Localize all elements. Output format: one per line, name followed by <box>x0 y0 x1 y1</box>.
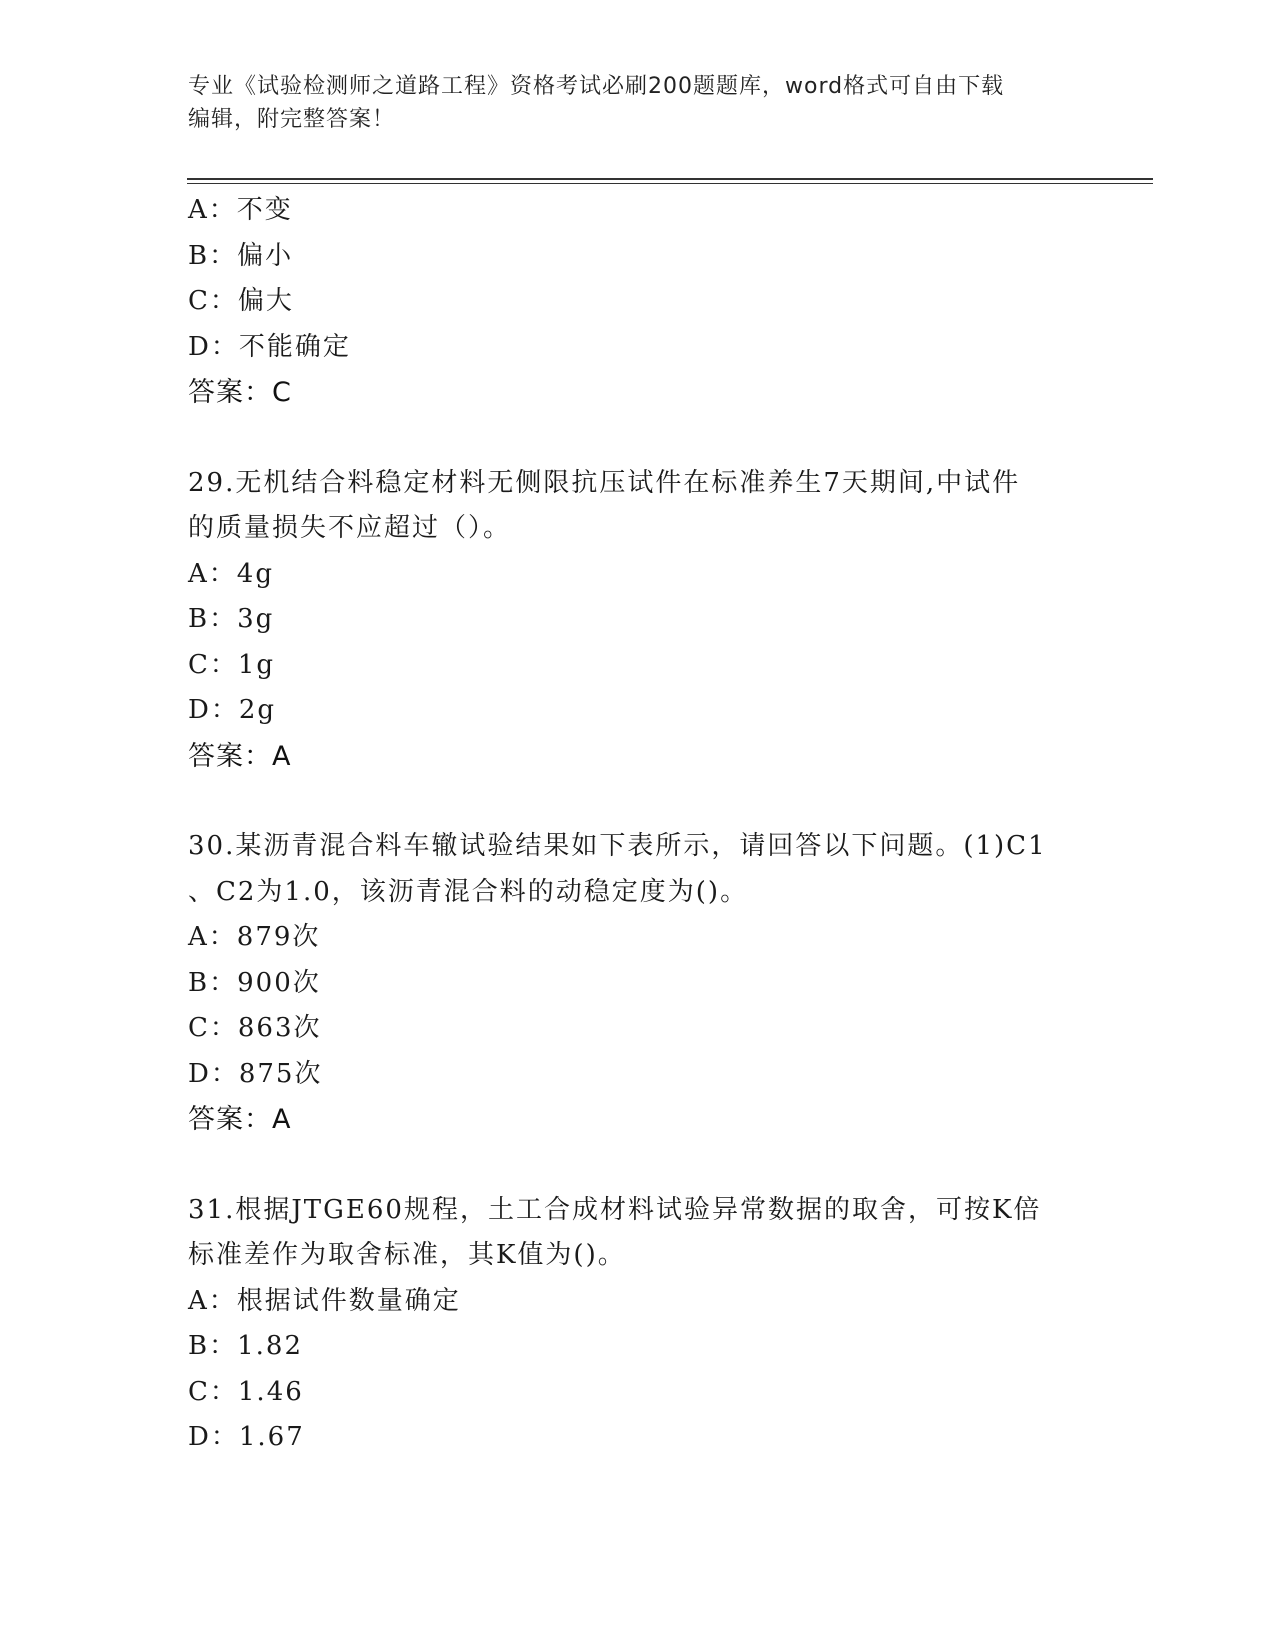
document-body <box>188 188 1088 1461</box>
option-b: B：1.82 <box>188 1331 303 1361</box>
question-28-tail <box>188 188 1088 416</box>
option-a: A：不变 <box>188 195 293 225</box>
option-d: D：不能确定 <box>188 331 351 362</box>
option-b: B：900次 <box>188 967 321 998</box>
option-c: C：偏大 <box>188 286 294 316</box>
question-31 <box>188 1188 1088 1461</box>
page-header <box>188 70 1068 136</box>
header-line-2: 编辑，附完整答案！ <box>188 107 396 132</box>
option-d: D：2g <box>188 695 277 725</box>
option-b: B：偏小 <box>188 240 294 271</box>
question-text-line-2: 的质量损失不应超过（）。 <box>188 513 512 543</box>
answer-line: 答案：A <box>188 740 292 772</box>
question-text-line-1: 29.无机结合料稳定材料无侧限抗压试件在标准养生7天期间,中试件 <box>188 467 1021 498</box>
question-text-line-2: 、C2为1.0，该沥青混合料的动稳定度为()。 <box>188 876 749 907</box>
question-30 <box>188 824 1088 1143</box>
header-divider-thick <box>187 178 1153 180</box>
answer-line: 答案：C <box>188 377 292 408</box>
question-text-line-1: 30.某沥青混合料车辙试验结果如下表所示，请回答以下问题。(1)C1 <box>188 831 1047 861</box>
header-divider-thin <box>187 183 1153 184</box>
option-c: C：863次 <box>188 1013 322 1043</box>
option-d: D：1.67 <box>188 1422 305 1452</box>
option-c: C：1g <box>188 649 276 680</box>
option-a: A：根据试件数量确定 <box>188 1285 461 1316</box>
option-b: B：3g <box>188 604 275 634</box>
question-29 <box>188 461 1088 780</box>
option-a: A：4g <box>188 558 274 589</box>
header-line-1: 专业《试验检测师之道路工程》资格考试必刷200题题库，word格式可自由下载 <box>188 74 1005 99</box>
option-d: D：875次 <box>188 1058 323 1089</box>
question-text-line-2: 标准差作为取舍标准，其K值为()。 <box>188 1240 626 1270</box>
option-c: C：1.46 <box>188 1376 304 1407</box>
option-a: A：879次 <box>188 922 321 952</box>
question-text-line-1: 31.根据JTGE60规程，土工合成材料试验异常数据的取舍，可按K倍 <box>188 1194 1042 1225</box>
answer-line: 答案：A <box>188 1104 292 1135</box>
